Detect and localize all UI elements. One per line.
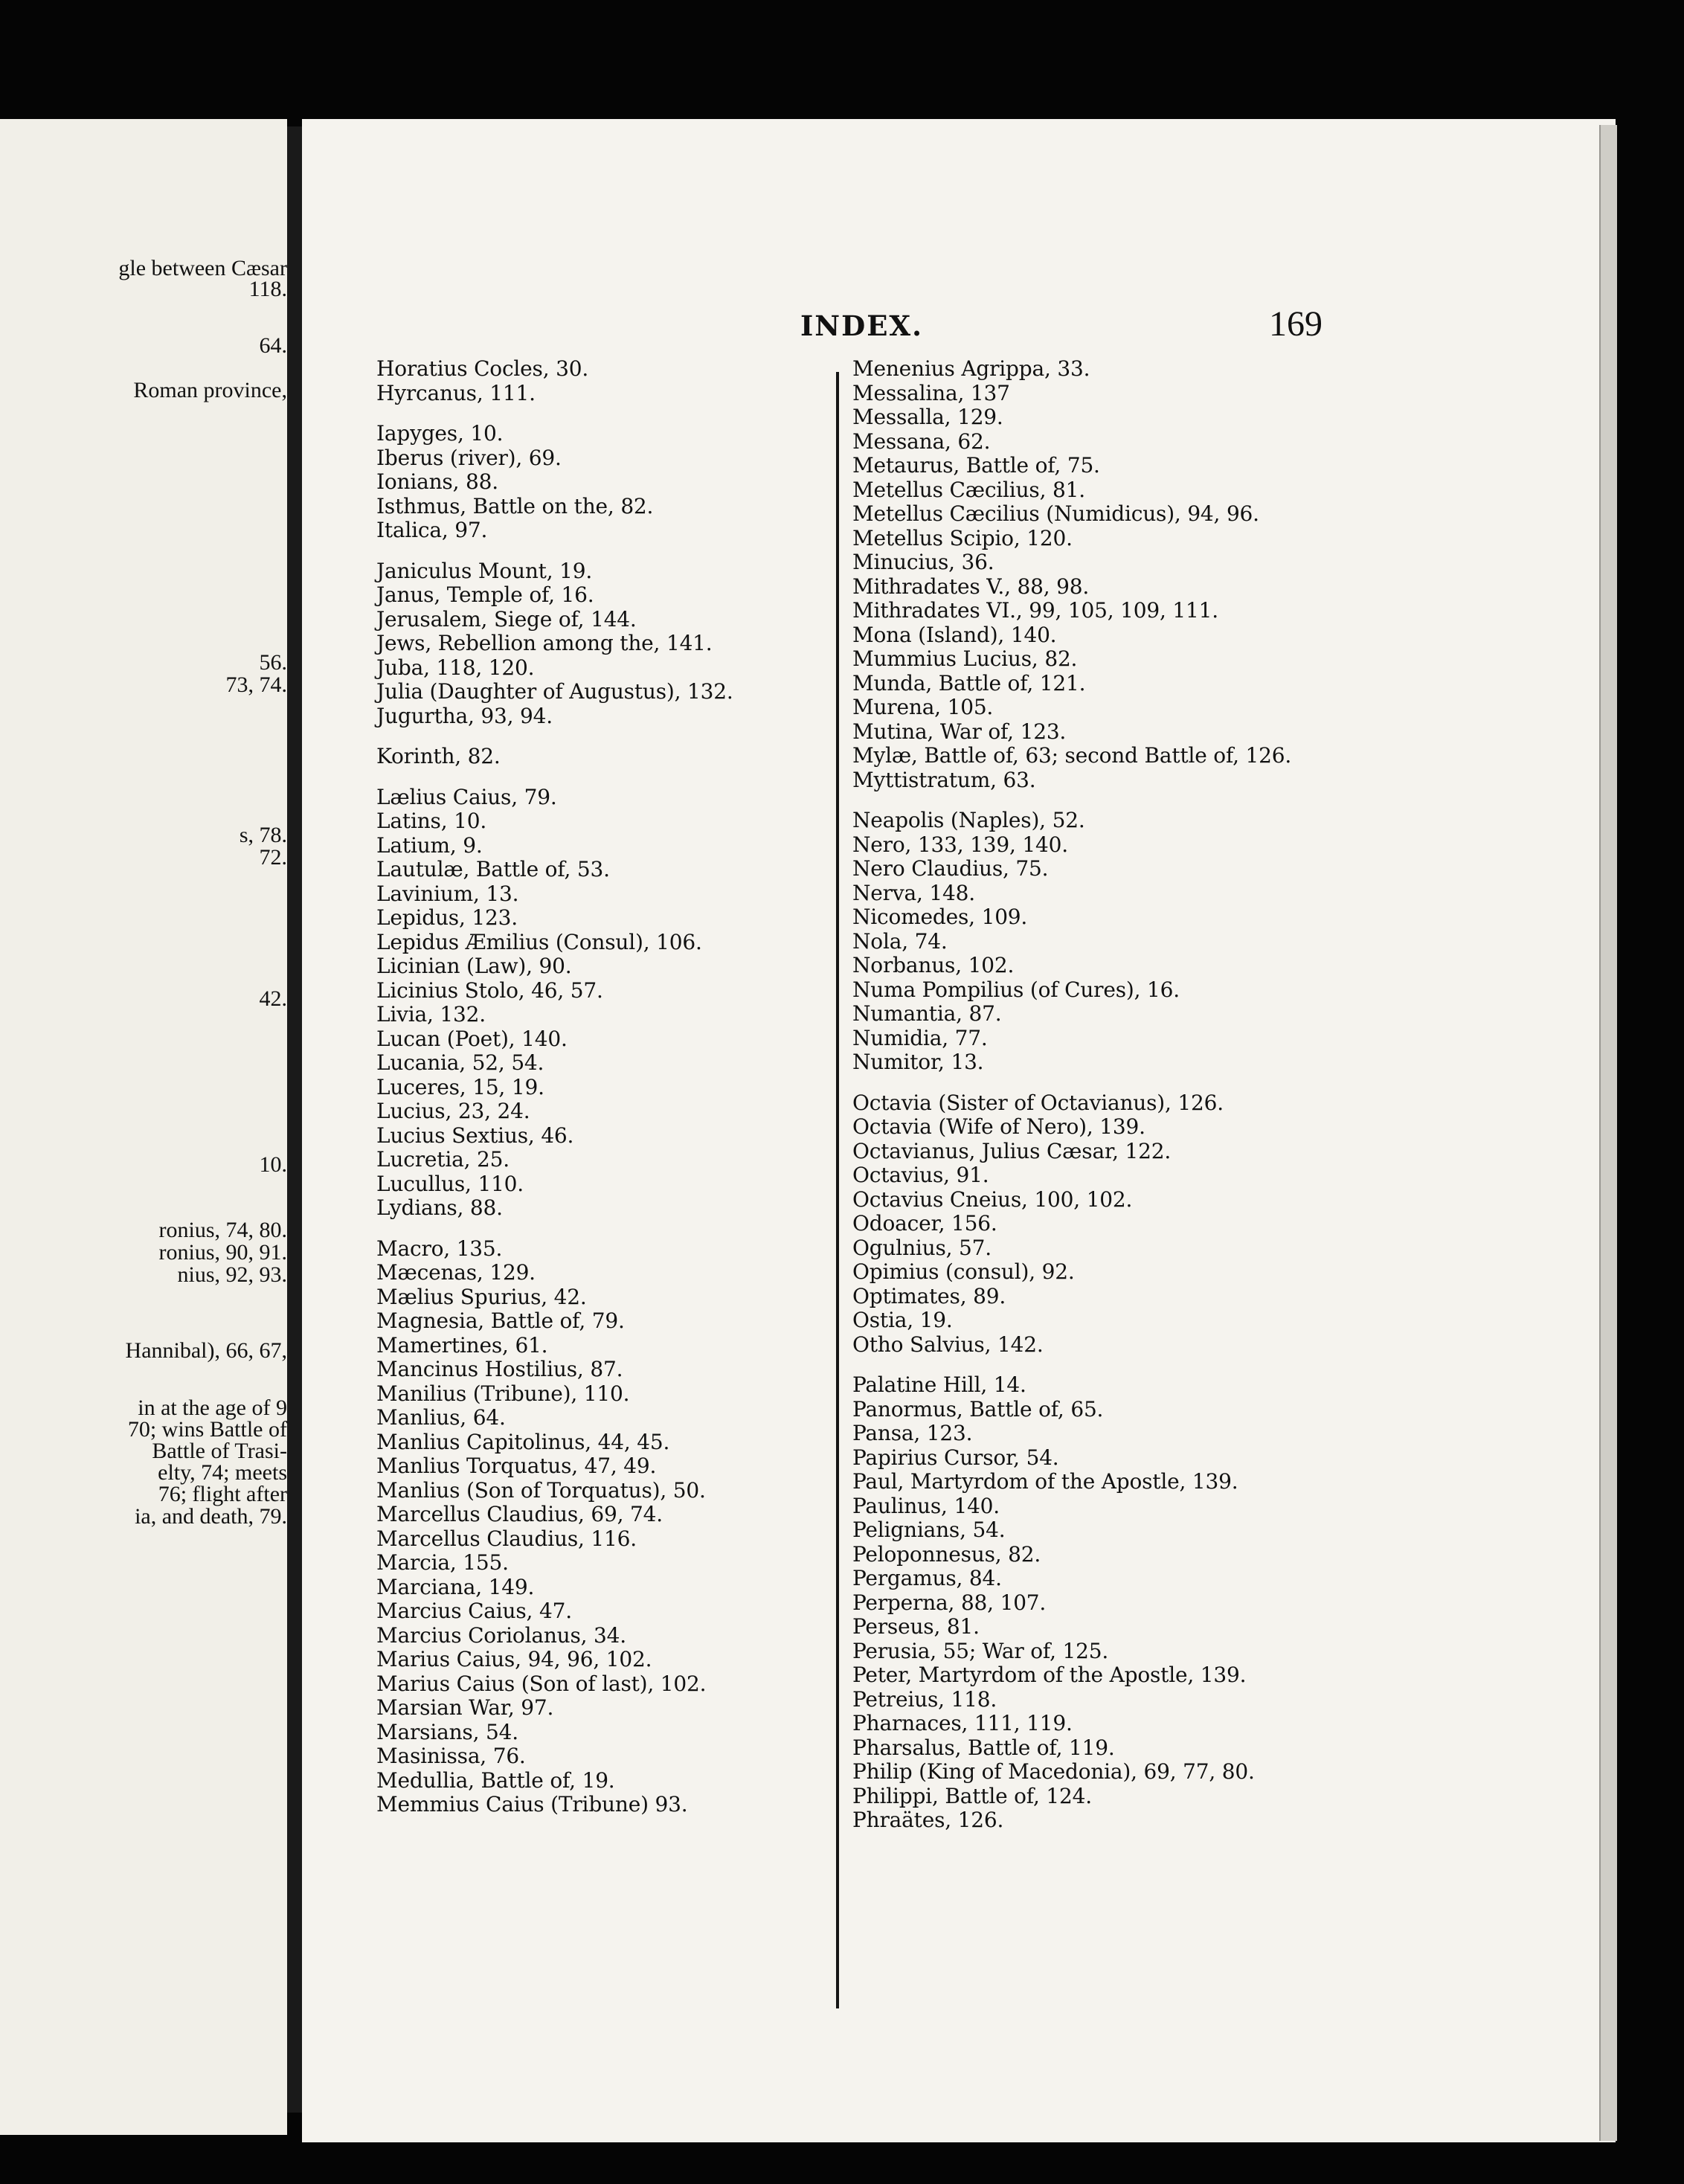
index-entry: Phraätes, 126. <box>852 1808 1004 1832</box>
index-entry: Pergamus, 84. <box>852 1566 1002 1590</box>
right-page <box>302 119 1616 2142</box>
left-page-line: Hannibal), 66, 67, <box>125 1338 287 1363</box>
index-entry: Mæcenas, 129. <box>376 1260 536 1285</box>
index-entry: Iapyges, 10. <box>376 421 504 446</box>
index-entry: Philippi, Battle of, 124. <box>852 1783 1092 1808</box>
index-entry: Isthmus, Battle on the, 82. <box>376 493 654 518</box>
index-entry: Minucius, 36. <box>852 550 994 574</box>
index-entry: Peloponnesus, 82. <box>852 1541 1041 1567</box>
left-page-line: in at the age of 9 <box>138 1395 287 1420</box>
index-entry: Metellus Cæcilius, 81. <box>852 477 1085 502</box>
index-entry: Lucretia, 25. <box>376 1147 510 1172</box>
page-edge <box>1599 125 1617 2141</box>
index-entry: Lucania, 52, 54. <box>376 1050 544 1075</box>
index-entry: Odoacer, 156. <box>852 1211 997 1236</box>
index-entry: Manlius, 64. <box>376 1405 506 1430</box>
index-entry: Numa Pompilius (of Cures), 16. <box>852 977 1180 1002</box>
index-entry: Luceres, 15, 19. <box>376 1074 544 1099</box>
left-page-line: 73, 74. <box>225 672 287 697</box>
index-entry: Messana, 62. <box>852 428 991 454</box>
index-entry: Octavius Cneius, 100, 102. <box>852 1186 1133 1212</box>
index-entry: Macro, 135. <box>376 1236 503 1261</box>
index-entry: Pelignians, 54. <box>852 1517 1006 1542</box>
index-entry: Mælius Spurius, 42. <box>376 1284 587 1309</box>
index-entry: Marius Caius (Son of last), 102. <box>376 1671 707 1696</box>
index-entry: Peter, Martyrdom of the Apostle, 139. <box>852 1663 1247 1687</box>
index-entry: Pharsalus, Battle of, 119. <box>852 1735 1115 1760</box>
index-letter-group <box>376 559 793 729</box>
index-entry: Philip (King of Macedonia), 69, 77, 80. <box>852 1759 1255 1784</box>
index-letter-group <box>852 809 1433 1075</box>
index-entry: Murena, 105. <box>852 695 994 719</box>
left-page-line: 10. <box>259 1152 287 1177</box>
index-entry: Nero Claudius, 75. <box>852 856 1049 881</box>
index-entry: Lepidus, 123. <box>376 905 518 930</box>
index-column-1 <box>376 357 793 1834</box>
index-entry: Iberus (river), 69. <box>376 445 562 470</box>
index-entry: Julia (Daughter of Augustus), 132. <box>376 679 733 704</box>
left-page-line: 70; wins Battle of <box>127 1417 287 1442</box>
left-page-line: 64. <box>259 333 287 358</box>
index-entry: Menenius Agrippa, 33. <box>852 356 1090 381</box>
index-entry: Italica, 97. <box>376 518 488 542</box>
index-letter-group <box>852 1091 1433 1358</box>
index-entry: Norbanus, 102. <box>852 953 1015 977</box>
index-entry: Manilius (Tribune), 110. <box>376 1381 630 1406</box>
index-entry: Manlius (Son of Torquatus), 50. <box>376 1477 706 1503</box>
index-entry: Messalla, 129. <box>852 405 1003 429</box>
book-binding <box>287 126 302 2113</box>
index-entry: Masinissa, 76. <box>376 1744 526 1768</box>
column-divider <box>836 372 839 2008</box>
index-letter-group <box>376 422 793 543</box>
index-entry: Lepidus Æmilius (Consul), 106. <box>376 929 702 954</box>
index-entry: Octavianus, Julius Cæsar, 122. <box>852 1138 1172 1163</box>
index-entry: Janiculus Mount, 19. <box>376 558 593 583</box>
index-entry: Lucullus, 110. <box>376 1171 524 1196</box>
index-entry: Otho Salvius, 142. <box>852 1332 1044 1357</box>
index-entry: Nero, 133, 139, 140. <box>852 832 1068 857</box>
index-entry: Ostia, 19. <box>852 1308 953 1332</box>
index-entry: Mithradates VI., 99, 105, 109, 111. <box>852 598 1218 623</box>
left-page-line: ia, and death, 79. <box>135 1504 287 1529</box>
index-entry: Ionians, 88. <box>376 469 498 494</box>
index-entry: Marcius Coriolanus, 34. <box>376 1622 626 1648</box>
index-column-2 <box>852 357 1433 1849</box>
index-entry: Lucan (Poet), 140. <box>376 1026 568 1051</box>
index-entry: Pansa, 123. <box>852 1421 973 1445</box>
index-entry: Manlius Capitolinus, 44, 45. <box>376 1429 670 1454</box>
index-entry: Livia, 132. <box>376 1002 486 1027</box>
index-entry: Mancinus Hostilius, 87. <box>376 1357 623 1381</box>
index-entry: Petreius, 118. <box>852 1686 997 1712</box>
left-page-line: ronius, 90, 91. <box>158 1240 287 1265</box>
index-entry: Pharnaces, 111, 119. <box>852 1711 1073 1735</box>
index-entry: Metellus Cæcilius (Numidicus), 94, 96. <box>852 501 1259 526</box>
left-page-line: 42. <box>259 986 287 1011</box>
index-entry: Octavia (Wife of Nero), 139. <box>852 1114 1145 1139</box>
left-page-line: 118. <box>248 277 287 301</box>
index-entry: Numidia, 77. <box>852 1025 988 1050</box>
index-entry: Juba, 118, 120. <box>376 655 535 680</box>
index-entry: Metellus Scipio, 120. <box>852 525 1073 550</box>
index-entry: Lucius, 23, 24. <box>376 1099 530 1123</box>
index-entry: Latins, 10. <box>376 809 487 833</box>
index-entry: Licinian (Law), 90. <box>376 954 572 978</box>
index-entry: Myttistratum, 63. <box>852 767 1036 792</box>
left-page-line: elty, 74; meets <box>158 1460 287 1485</box>
index-letter-group <box>852 357 1433 792</box>
index-entry: Manlius Torquatus, 47, 49. <box>376 1454 657 1478</box>
index-entry: Lydians, 88. <box>376 1195 503 1220</box>
index-entry: Jerusalem, Siege of, 144. <box>376 606 637 632</box>
index-entry: Ogulnius, 57. <box>852 1235 992 1260</box>
index-entry: Horatius Cocles, 30. <box>376 356 589 381</box>
index-entry: Marcius Caius, 47. <box>376 1599 572 1623</box>
index-entry: Numitor, 13. <box>852 1050 984 1074</box>
index-entry: Korinth, 82. <box>376 744 501 768</box>
index-entry: Mylæ, Battle of, 63; second Battle of, 126. <box>852 743 1292 768</box>
index-entry: Marsian War, 97. <box>376 1695 554 1720</box>
index-entry: Marcia, 155. <box>376 1550 509 1575</box>
index-letter-group <box>376 786 793 1221</box>
left-page-line: 76; flight after <box>158 1482 287 1506</box>
index-entry: Mummius Lucius, 82. <box>852 646 1078 671</box>
index-entry: Licinius Stolo, 46, 57. <box>376 977 603 1003</box>
index-entry: Janus, Temple of, 16. <box>376 582 594 607</box>
index-entry: Mutina, War of, 123. <box>852 719 1067 744</box>
index-entry: Paul, Martyrdom of the Apostle, 139. <box>852 1469 1238 1494</box>
index-letter-group <box>852 1373 1433 1833</box>
left-page-line: gle between Cæsar <box>118 256 287 280</box>
index-entry: Jugurtha, 93, 94. <box>376 703 553 728</box>
index-entry: Metaurus, Battle of, 75. <box>852 453 1100 478</box>
index-entry: Medullia, Battle of, 19. <box>376 1767 615 1793</box>
index-entry: Perusia, 55; War of, 125. <box>852 1638 1109 1663</box>
index-entry: Paulinus, 140. <box>852 1493 1000 1518</box>
index-entry: Octavius, 91. <box>852 1163 989 1187</box>
index-entry: Perseus, 81. <box>852 1614 980 1639</box>
index-entry: Papirius Cursor, 54. <box>852 1445 1059 1470</box>
page-header <box>302 296 1616 344</box>
index-entry: Hyrcanus, 111. <box>376 380 536 405</box>
index-entry: Nola, 74. <box>852 928 948 954</box>
index-letter-group <box>376 1237 793 1817</box>
index-entry: Lælius Caius, 79. <box>376 784 557 809</box>
index-entry: Mona (Island), 140. <box>852 622 1057 647</box>
index-entry: Octavia (Sister of Octavianus), 126. <box>852 1090 1224 1115</box>
index-entry: Mithradates V., 88, 98. <box>852 574 1090 599</box>
index-entry: Palatine Hill, 14. <box>852 1372 1026 1397</box>
index-entry: Nicomedes, 109. <box>852 905 1028 929</box>
index-entry: Jews, Rebellion among the, 141. <box>376 631 713 655</box>
index-entry: Neapolis (Naples), 52. <box>852 808 1085 832</box>
index-entry: Memmius Caius (Tribune) 93. <box>376 1792 688 1817</box>
index-letter-group <box>376 745 793 769</box>
left-page-line: Roman province, <box>133 378 287 402</box>
index-entry: Messalina, 137 <box>852 380 1010 405</box>
index-entry: Marius Caius, 94, 96, 102. <box>376 1647 652 1671</box>
index-entry: Nerva, 148. <box>852 880 975 905</box>
left-page-line: Battle of Trasi- <box>152 1439 287 1463</box>
page-number: 169 <box>1269 304 1323 344</box>
index-entry: Magnesia, Battle of, 79. <box>376 1308 625 1333</box>
index-letter-group <box>376 357 793 405</box>
index-entry: Lucius Sextius, 46. <box>376 1122 574 1148</box>
left-page-line: nius, 92, 93. <box>177 1262 287 1287</box>
index-entry: Marsians, 54. <box>376 1719 518 1744</box>
left-page-line: s, 78. <box>239 823 287 847</box>
index-entry: Marcellus Claudius, 69, 74. <box>376 1502 663 1526</box>
left-page <box>0 119 287 2135</box>
left-page-line: 56. <box>259 650 287 675</box>
index-entry: Numantia, 87. <box>852 1001 1002 1026</box>
index-entry: Munda, Battle of, 121. <box>852 670 1086 696</box>
index-entry: Optimates, 89. <box>852 1283 1006 1308</box>
index-entry: Opimius (consul), 92. <box>852 1259 1075 1284</box>
left-page-line: ronius, 74, 80. <box>158 1218 287 1242</box>
index-entry: Marcellus Claudius, 116. <box>376 1526 637 1551</box>
index-entry: Latium, 9. <box>376 832 483 858</box>
index-entry: Panormus, Battle of, 65. <box>852 1396 1104 1422</box>
index-entry: Marciana, 149. <box>376 1574 535 1599</box>
index-entry: Perperna, 88, 107. <box>852 1590 1047 1615</box>
index-entry: Lavinium, 13. <box>376 881 519 906</box>
index-entry: Mamertines, 61. <box>376 1332 548 1358</box>
left-page-line: 72. <box>259 845 287 870</box>
page-title: INDEX. <box>800 309 924 342</box>
index-entry: Lautulæ, Battle of, 53. <box>376 857 610 881</box>
